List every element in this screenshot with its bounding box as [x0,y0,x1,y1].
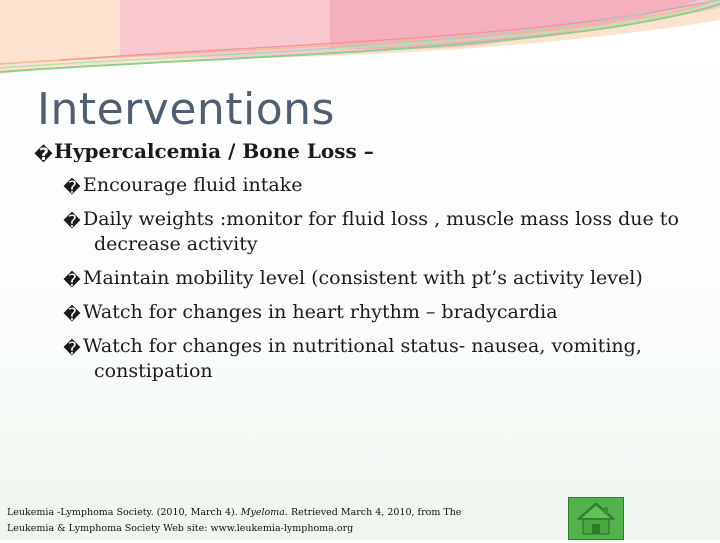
list-item [30,173,680,198]
list-item [30,207,680,257]
home-icon [569,498,623,539]
bullet-glyph-icon: � [63,178,81,198]
list-item-text: Maintain mobility level (consistent with pt’s activity level) [83,267,643,289]
citation [7,505,527,537]
list-item-text: Watch for changes in heart rhythm – bradycardia [83,301,558,323]
list-item-text: Watch for changes in nutritional status- nausea, vomiting, constipation [83,335,642,382]
heading-bullet [30,138,680,164]
list-item [30,300,680,325]
bullet-glyph-icon: � [63,212,81,232]
bullet-glyph-icon: � [34,145,53,165]
bullet-glyph-icon: � [63,305,81,325]
list-item [30,266,680,291]
citation-line-1: Leukemia -Lymphoma Society. (2010, March 4). Myeloma. Retrieved March 4, 2010, from The [7,507,462,518]
list-item [30,334,680,384]
slide-title: Interventions [37,84,335,135]
list-item-text: Daily weights :monitor for fluid loss , muscle mass loss due to decrease activity [83,208,679,255]
home-button[interactable] [568,497,624,540]
bullet-glyph-icon: � [63,339,81,359]
list-item-text: Encourage fluid intake [83,174,303,196]
citation-line-2: Leukemia & Lymphoma Society Web site: www.leukemia-lymphoma.org [7,523,354,534]
heading-text: Hypercalcemia / Bone Loss – [54,139,374,163]
slide-body [30,138,680,384]
bullet-glyph-icon: � [63,271,81,291]
